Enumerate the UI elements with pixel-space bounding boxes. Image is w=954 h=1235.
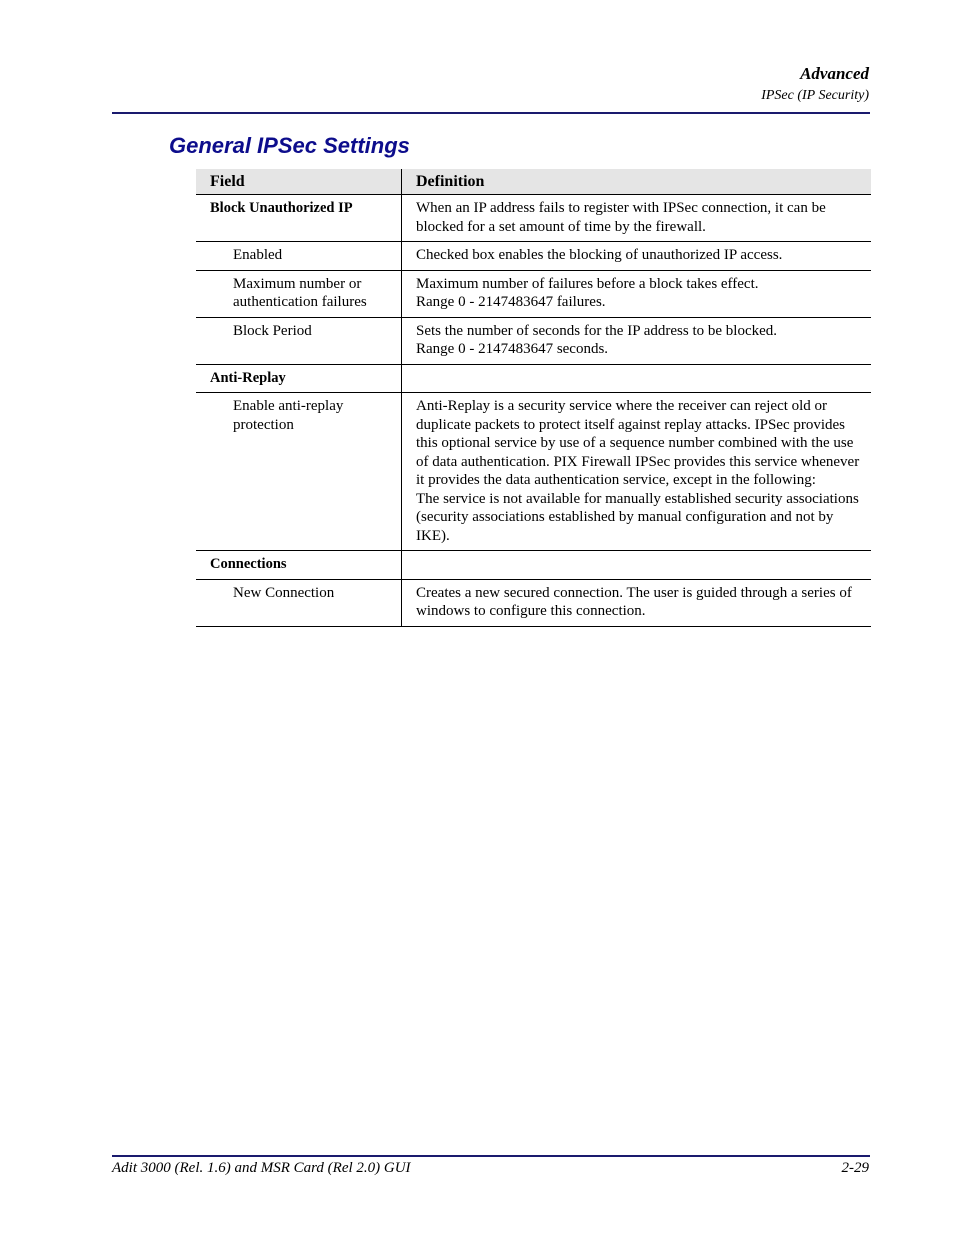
table-row bbox=[196, 195, 871, 242]
definition-cell bbox=[402, 317, 872, 364]
definition-text: Creates a new secured connection. The user is guided through a series of windows to configure this connection. bbox=[416, 584, 852, 619]
table-header-row bbox=[196, 169, 871, 195]
definition-text: Sets the number of seconds for the IP address to be blocked. bbox=[416, 322, 778, 339]
table-row bbox=[196, 364, 871, 393]
definition-cell bbox=[402, 195, 872, 242]
field-cell: Anti-Replay bbox=[196, 364, 402, 393]
definition-cell bbox=[402, 393, 872, 551]
table-row bbox=[196, 317, 871, 364]
page-number: 2-29 bbox=[841, 1160, 869, 1176]
definition-cell bbox=[402, 242, 872, 271]
column-header-definition: Definition bbox=[402, 169, 872, 195]
definition-text: Anti-Replay is a security service where the receiver can reject old or duplicate packets to protect itself against replay attacks. IPSec provides this optional service by use of a sequence number combined with the use of data authentication. PIX Firewall IPSec provides this service whenever it provides the data authentication service, except in the following: bbox=[416, 398, 860, 488]
running-header-subsection: IPSec (IP Security) bbox=[761, 88, 869, 103]
definition-text: Maximum number of failures before a block takes effect. bbox=[416, 275, 759, 292]
definition-cell bbox=[402, 579, 872, 626]
table-row bbox=[196, 270, 871, 317]
definition-text: When an IP address fails to register with IPSec connection, it can be blocked for a set amount of time by the firewall. bbox=[416, 200, 826, 235]
column-header-field: Field bbox=[196, 169, 402, 195]
footer-document-title: Adit 3000 (Rel. 1.6) and MSR Card (Rel 2.0) GUI bbox=[112, 1160, 411, 1176]
settings-table bbox=[196, 169, 871, 627]
definition-cell bbox=[402, 270, 872, 317]
definition-text: Checked box enables the blocking of unauthorized IP access. bbox=[416, 247, 783, 263]
definition-cell bbox=[402, 551, 872, 580]
page-title: General IPSec Settings bbox=[169, 133, 410, 158]
definition-cell bbox=[402, 364, 872, 393]
footer-rule bbox=[112, 1155, 870, 1157]
definition-text: The service is not available for manually established security associations (security associations established by manual configuration and not by IKE). bbox=[416, 490, 859, 544]
header-rule bbox=[112, 112, 870, 114]
field-cell: Block Unauthorized IP bbox=[196, 195, 402, 242]
field-cell: Enabled bbox=[196, 242, 402, 271]
definition-text bbox=[416, 555, 869, 574]
field-cell: New Connection bbox=[196, 579, 402, 626]
field-cell: Block Period bbox=[196, 317, 402, 364]
field-cell: Maximum number or authentication failures bbox=[196, 270, 402, 317]
definition-text: Range 0 - 2147483647 seconds. bbox=[416, 341, 609, 357]
table-row bbox=[196, 242, 871, 271]
definition-text bbox=[416, 369, 869, 388]
running-header-section: Advanced bbox=[800, 64, 869, 83]
table-row bbox=[196, 579, 871, 626]
table-row bbox=[196, 393, 871, 551]
field-cell: Connections bbox=[196, 551, 402, 580]
definition-text: Range 0 - 2147483647 failures. bbox=[416, 294, 606, 310]
field-cell: Enable anti-replay protection bbox=[196, 393, 402, 551]
table-row bbox=[196, 551, 871, 580]
